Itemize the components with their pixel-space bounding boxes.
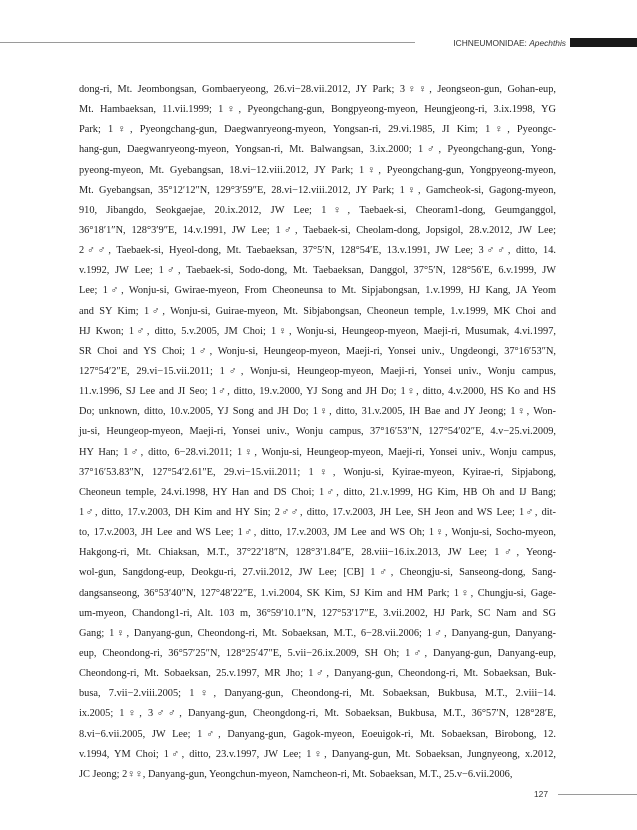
text-line: wol-gun, Sangdong-eup, Deokgu-ri, 27.vii.2012, JW Lee; [CB] 1♂, Cheongju-si, Sanseong-dong, Sang- xyxy=(79,567,556,579)
running-title-genus: Apechthis xyxy=(529,38,566,48)
header-block xyxy=(570,38,637,47)
text-line: 910, Jibangdo, Seokgaejae, 20.ix.2012, JW Lee; 1♀, Taebaek-si, Cheoram1-dong, Geumganggol, xyxy=(79,204,556,216)
text-line: Mt. Hambaeksan, 11.vii.1999; 1♀, Pyeongchang-gun, Bongpyeong-myeon, Heungjeong-ri, 3.ix.1998, YG xyxy=(79,104,556,116)
footer-rule xyxy=(558,794,637,795)
text-line: ju-si, Heungeop-myeon, Maeji-ri, Yonsei univ., Wonju campus, 37°16′53″N, 127°54′02″E, 4.v−25.vi.2009, xyxy=(79,426,556,438)
text-line: SR Choi and YS Choi; 1♂, Wonju-si, Heungeop-myeon, Maeji-ri, Yonsei univ., Ungdeongi, 37°16′53″N, xyxy=(79,345,556,357)
text-line: Mt. Gyebangsan, 35°12′12″N, 129°3′59″E, 28.vi−12.viii.2012, JY Park; 1♀, Gamcheok-si, Gagong-myeon, xyxy=(79,184,556,196)
text-line: dong-ri, Mt. Jeombongsan, Gombaeryeong, 26.vi−28.vii.2012, JY Park; 3♀♀, Jeongseon-gun, Gohan-eup, xyxy=(79,84,556,95)
running-title-family: ICHNEUMONIDAE: xyxy=(453,38,530,48)
text-line: dangsanseong, 36°53′40″N, 127°48′22″E, 1.vi.2004, SK Kim, SJ Kim and HM Park; 1♀, Chungju-si, Gage- xyxy=(79,587,556,599)
text-line: JC Jeong; 2♀♀, Danyang-gun, Yeongchun-myeon, Namcheon-ri, Mt. Sobaeksan, M.T., 25.v−6.vii.2006, xyxy=(79,768,513,780)
page-number: 127 xyxy=(534,789,548,799)
text-line: ix.2005; 1♀, 3♂♂, Danyang-gun, Cheongdong-ri, Mt. Sobaeksan, Bukbusa, M.T., 36°57′N, 128°28′E, xyxy=(79,708,556,720)
text-line: pyeong-myeon, Mt. Gyebangsan, 18.vi−12.viii.2012, JY Park; 1♀, Pyeongchang-gun, Yongpyeong-myeon, xyxy=(79,164,556,176)
material-examined-paragraph xyxy=(79,80,556,785)
text-line: 1♂, ditto, 17.v.2003, DH Kim and HY Sin; 2♂♂, ditto, 17.v.2003, JH Lee, SH Jeon and WS Lee; 1♂, dit- xyxy=(79,506,556,518)
text-line: to, 17.v.2003, JH Lee and WS Lee; 1♂, ditto, 17.v.2003, JM Lee and WS Oh; 1♀, Wonju-si, Socho-myeon, xyxy=(79,527,556,539)
text-line: hang-gun, Daegwanryeong-myeon, Yongsan-ri, Mt. Balwangsan, 3.ix.2000; 1♂, Pyeongchang-gun, Yong- xyxy=(79,144,556,156)
running-header xyxy=(0,37,637,49)
text-line: HJ Kwon; 1♂, ditto, 5.v.2005, JM Choi; 1♀, Wonju-si, Heungeop-myeon, Maeji-ri, Musumak, 4.vi.1997, xyxy=(79,325,556,337)
text-line: Cheondong-ri, Mt. Sobaeksan, 25.v.1997, MR Jho; 1♂, Danyang-gun, Cheondong-ri, Mt. Sobaeksan, Buk- xyxy=(79,668,556,680)
text-line: 2♂♂, Taebaek-si, Hyeol-dong, Mt. Taebaeksan, 37°5′N, 128°54′E, 13.v.1991, JW Lee; 3♂♂, ditto, 14. xyxy=(79,245,556,257)
text-line: Park; 1♀, Pyeongchang-gun, Daegwanryeong-myeon, Yongsan-ri, 29.vi.1985, JI Kim; 1♀, Pyeongc- xyxy=(79,124,556,136)
text-line: 36°18′1″N, 128°3′9″E, 14.v.1991, JW Lee; 1♂, Taebaek-si, Cheolam-dong, Jopsigol, 28.v.2012, JW Lee; xyxy=(79,224,556,236)
text-line: 37°16′53.83″N, 127°54′2.61″E, 29.vi−15.vii.2011; 1♀, Wonju-si, Kyirae-myeon, Kyirae-ri, Sipjabong, xyxy=(79,466,556,478)
text-line: 127°54′2″E, 29.vi−15.vii.2011; 1♂, Wonju-si, Heungeop-myeon, Maeji-ri, Yonsei univ., Wonju campus, xyxy=(79,365,556,377)
text-line: 8.vi−6.vii.2005, JW Lee; 1♂, Danyang-gun, Gagok-myeon, Eoeuigok-ri, Mt. Sobaeksan, Birobong, 12. xyxy=(79,728,556,740)
running-title xyxy=(430,37,566,49)
text-line: Lee; 1♂, Wonju-si, Gwirae-myeon, From Cheoneunsa to Mt. Sipjabongsan, 1.v.1999, HJ Kang, JA Yeom xyxy=(79,285,556,297)
text-line: and SY Kim; 1♂, Wonju-si, Guirae-myeon, Mt. Sibjabongsan, Cheoneun temple, 1.v.1999, MK Choi and xyxy=(79,305,556,317)
text-line: HY Han; 1♂, ditto, 6−28.vi.2011; 1♀, Wonju-si, Heungeop-myeon, Maeji-ri, Yonsei univ., Wonju campus, xyxy=(79,446,556,458)
page-footer xyxy=(0,788,637,800)
text-line: Gang; 1♀, Danyang-gun, Cheondong-ri, Mt. Sobaeksan, M.T., 6−28.vii.2006; 1♂, Danyang-gun, Danyang- xyxy=(79,627,556,639)
text-line: um-myeon, Chandong1-ri, Alt. 103 m, 36°59′10.1″N, 127°53′17″E, 3.vii.2002, HJ Park, SC Nam and SG xyxy=(79,607,556,619)
header-rule xyxy=(0,42,415,43)
text-line: busa, 7.vii−2.viii.2005; 1♀, Danyang-gun, Cheondong-ri, Mt. Sobaeksan, Bukbusa, M.T., 2.viii−14. xyxy=(79,688,556,700)
text-line: eup, Cheondong-ri, 36°57′25″N, 128°25′47″E, 5.vii−26.ix.2009, SH Oh; 1♂, Danyang-gun, Danyang-eup, xyxy=(79,647,556,659)
text-line: v.1992, JW Lee; 1♂, Taebaek-si, Sodo-dong, Mt. Taebaeksan, Danggol, 37°5′N, 128°56′E, 6.v.1999, JW xyxy=(79,265,556,277)
text-line: Do; unknown, ditto, 10.v.2005, YJ Song and JH Do; 1♀, ditto, 31.v.2005, IH Bae and JY Jeong; 1♀, Won- xyxy=(79,406,556,418)
text-line: 11.v.1996, SJ Lee and JI Seo; 1♂, ditto, 19.v.2000, YJ Song and JH Do; 1♀, ditto, 4.v.2000, HS Ko and HS xyxy=(79,386,556,398)
text-line: Cheoneun temple, 24.vi.1998, HY Han and DS Choi; 1♂, ditto, 21.v.1999, HG Kim, HB Oh and IJ Bang; xyxy=(79,486,556,498)
text-line: v.1994, YM Choi; 1♂, ditto, 23.v.1997, JW Lee; 1♀, Danyang-gun, Mt. Sobaeksan, Jungnyeong, x.2012, xyxy=(79,748,556,760)
text-line: Hakgong-ri, Mt. Chiaksan, M.T., 37°22′18″N, 128°3′1.84″E, 28.viii−16.ix.2013, JW Lee; 1♂, Yeong- xyxy=(79,547,556,559)
